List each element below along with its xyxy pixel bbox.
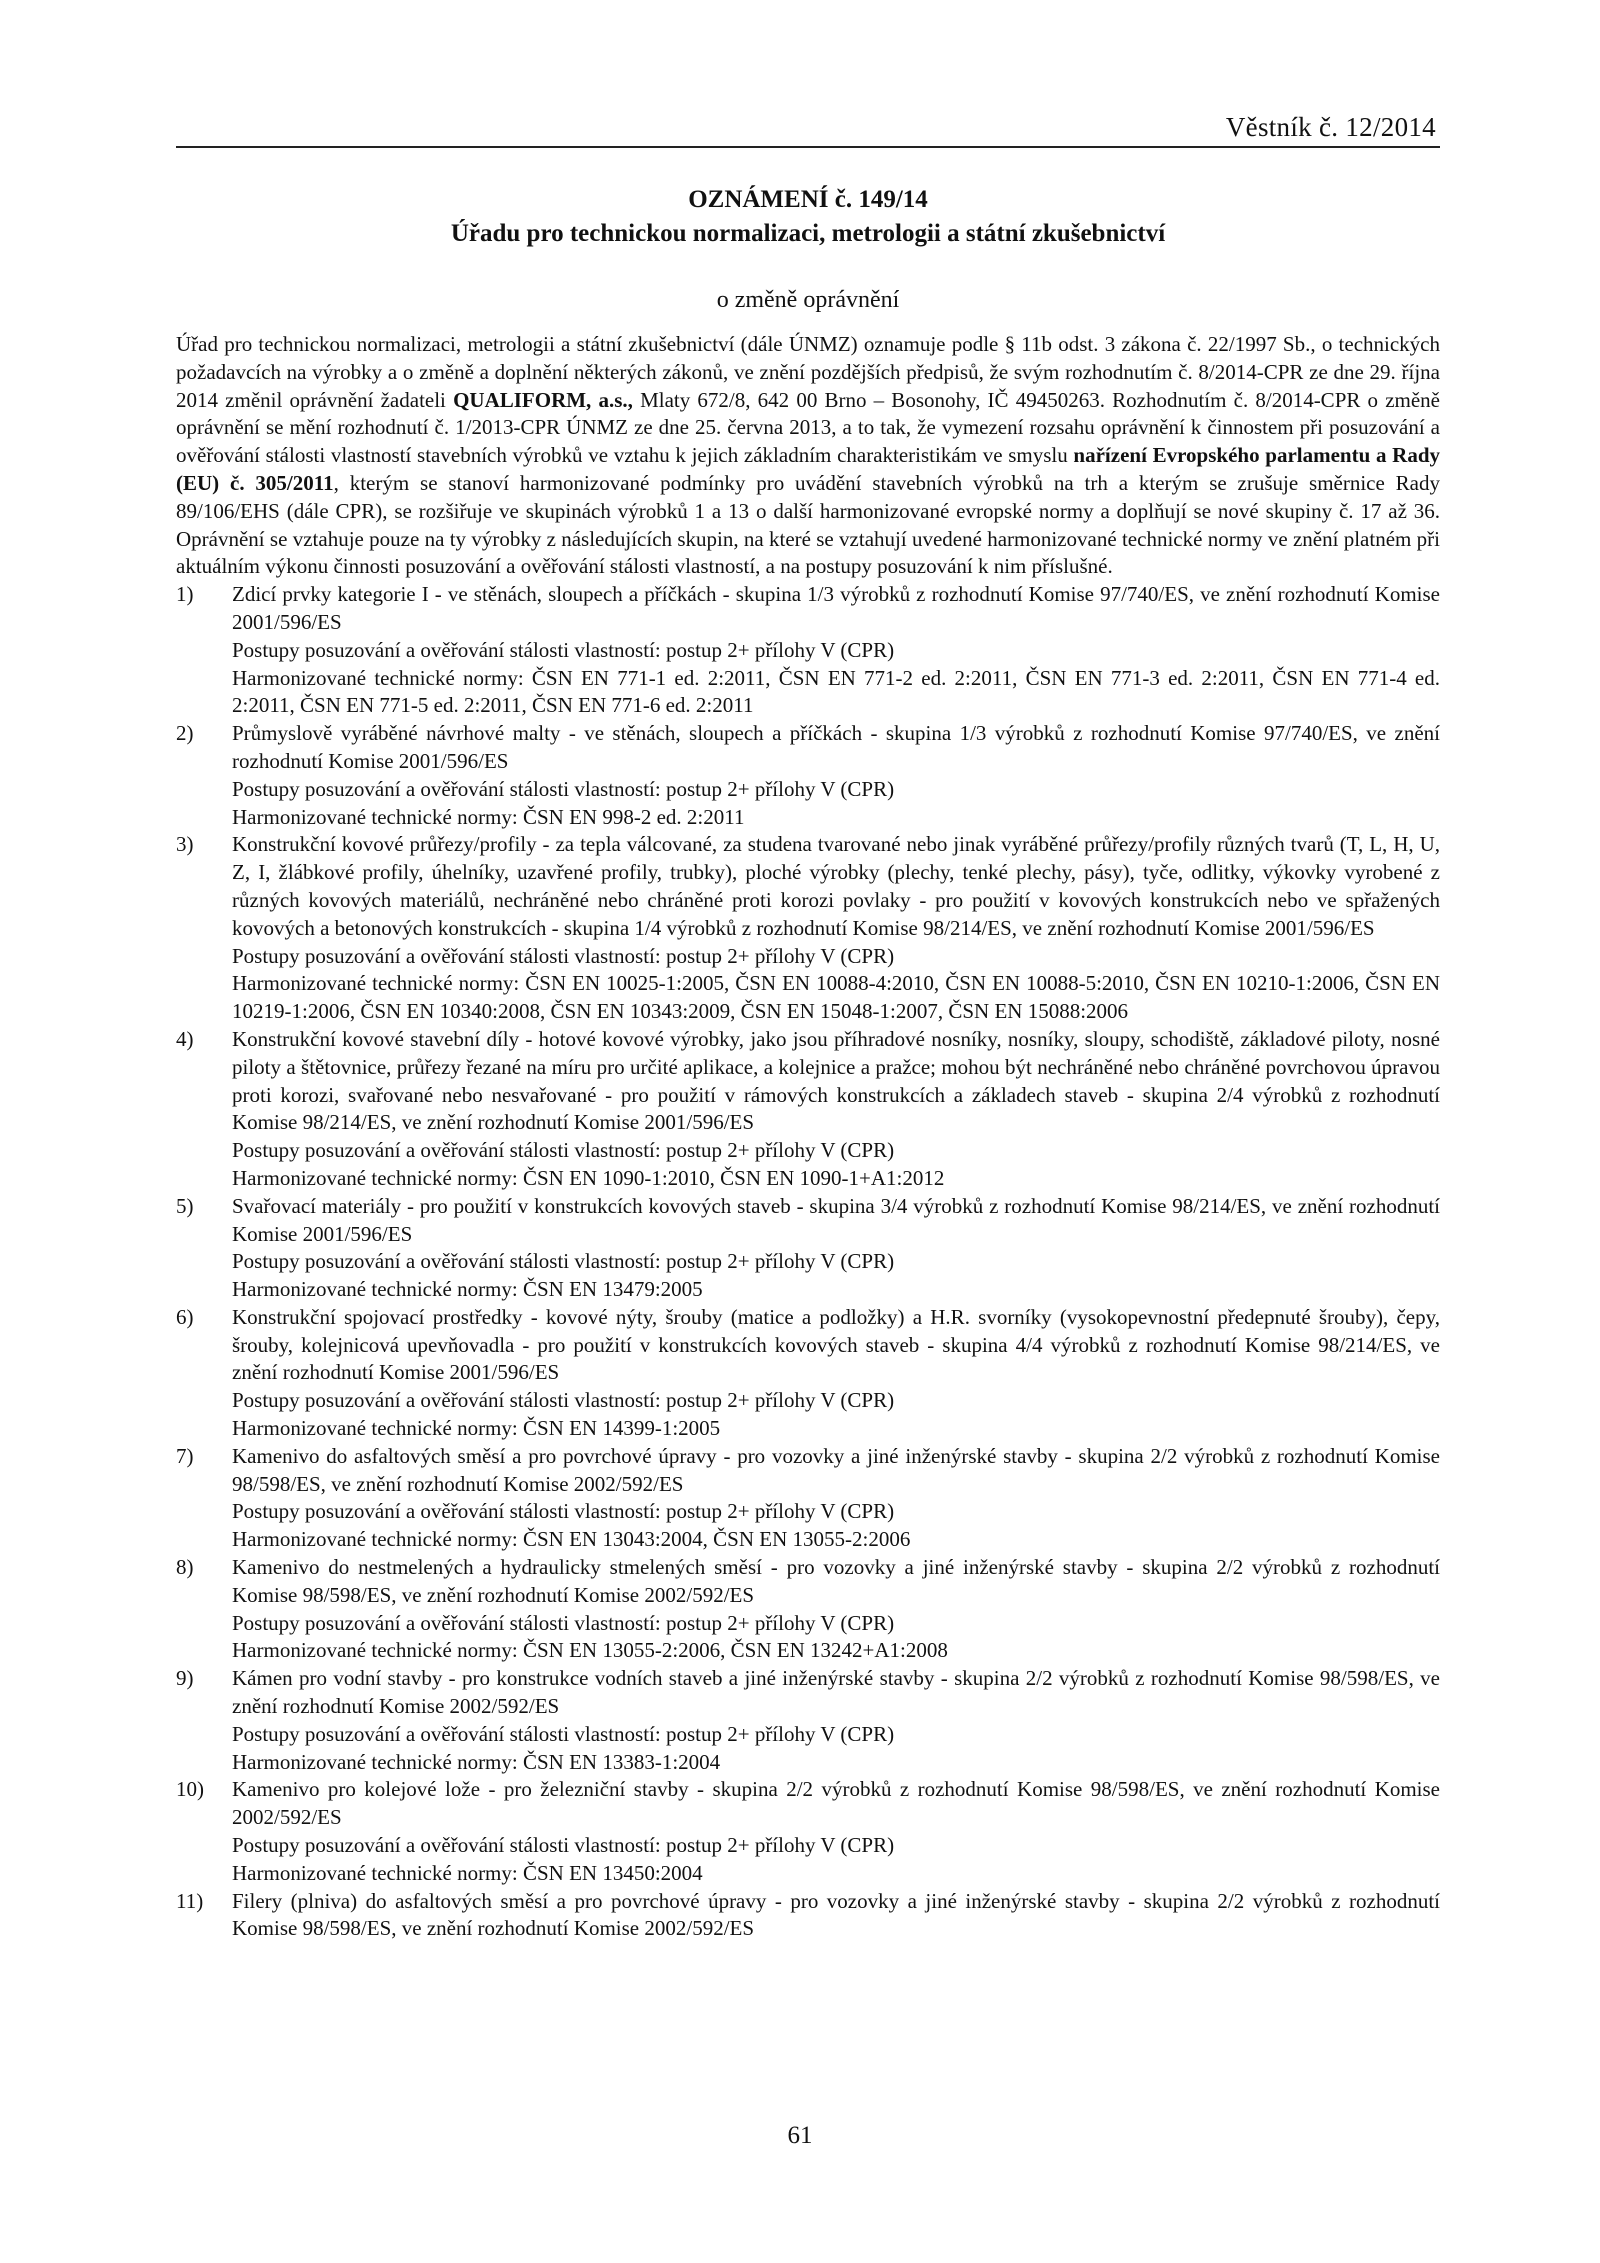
document-body (176, 331, 1440, 1943)
intro-text-3: , kterým se stanoví harmonizované podmínky pro uvádění stavebních výrobků na trh a kterým se zrušuje směrnice Rady 89/106/EHS (dále CPR), se rozšiřuje ve skupinách výrobků 1 a 13 o další harmonizované evropské normy a doplňují se nové skupiny č. 17 až 36. Oprávnění se vztahuje pouze na ty výrobky z následujících skupin, na které se vztahují uvedené harmonizované technické normy ve znění platném při aktuálním výkonu činnosti posuzování a ověřování stálosti vlastností, a na postupy posuzování k nim příslušné. (176, 470, 1441, 579)
item-description: Zdicí prvky kategorie I - ve stěnách, sloupech a příčkách - skupina 1/3 výrobků z rozhodnutí Komise 97/740/ES, ve znění rozhodnutí Komise 2001/596/ES (232, 582, 1440, 634)
item-description: Konstrukční kovové stavební díly - hotové kovové výrobky, jako jsou příhradové nosníky, nosníky, sloupy, schodiště, základové piloty, nosné piloty a štětovnice, průřezy řezané na míru pro určité aplikace, a kolejnice a pražce; mohou být nechráněné nebo chráněné povrchovou úpravou proti korozi, svařované nebo nesvařované - pro použití v rámových konstrukcích a základech staveb - skupina 2/4 výrobků z rozhodnutí Komise 98/214/ES, ve znění rozhodnutí Komise 2001/596/ES (232, 1026, 1440, 1135)
item-procedure: Postupy posuzování a ověřování stálosti vlastností: postup 2+ přílohy V (CPR) (232, 1499, 895, 1524)
item-norms: Harmonizované technické normy: ČSN EN 13055-2:2006, ČSN EN 13242+A1:2008 (232, 1638, 948, 1663)
list-item (176, 1193, 1440, 1304)
item-description: Kámen pro vodní stavby - pro konstrukce vodních staveb a jiné inženýrské stavby - skupina 2/2 výrobků z rozhodnutí Komise 98/598/ES, ve znění rozhodnutí Komise 2002/592/ES (232, 1666, 1440, 1719)
item-description: Konstrukční kovové průřezy/profily - za tepla válcované, za studena tvarované nebo jinak vyráběné průřezy/profily různých tvarů (T, L, H, U, Z, I, žlábkové profily, úhelníky, uzavřené profily, trubky), ploché výrobky (plechy, tenké plechy, pásy), tyče, odlitky, výkovky vyrobené z různých kovových materiálů, nechráněné nebo chráněné proti korozi povlaky - pro použití v kovových konstrukcích nebo ve spřažených kovových a betonových konstrukcích - skupina 1/4 výrobků z rozhodnutí Komise 98/214/ES, ve znění rozhodnutí Komise 2001/596/ES (232, 832, 1440, 940)
item-number: 11) (176, 1888, 204, 1913)
list-item (176, 1776, 1440, 1887)
item-number: 1) (176, 582, 194, 607)
intro-text-2: Mlaty 672/8, 642 00 Brno – Bosonohy, IČ 49450263. Rozhodnutím č. 8/2014-CPR o změně oprávnění se mění rozhodnutí č. 1/2013-CPR ÚNMZ ze dne 25. června 2013, a to tak, že vymezení rozsahu oprávnění k činnostem při posuzování a ověřování stálosti vlastností stavebních výrobků ve vztahu k jejich základním charakteristikám ve smyslu (176, 387, 1441, 468)
list-item (176, 1554, 1440, 1665)
item-procedure: Postupy posuzování a ověřování stálosti vlastností: postup 2+ přílohy V (CPR) (232, 1610, 895, 1635)
item-norms: Harmonizované technické normy: ČSN EN 14399-1:2005 (232, 1416, 721, 1441)
item-number: 10) (176, 1777, 204, 1802)
list-item (176, 581, 1440, 720)
item-number: 5) (176, 1193, 194, 1218)
company-name: QUALIFORM, a.s., (453, 387, 633, 412)
journal-issue: Věstník č. 12/2014 (1225, 112, 1436, 142)
page-number: 61 (787, 2122, 813, 2149)
item-procedure: Postupy posuzování a ověřování stálosti vlastností: postup 2+ přílohy V (CPR) (232, 1138, 895, 1163)
item-number: 8) (176, 1555, 194, 1580)
item-norms: Harmonizované technické normy: ČSN EN 13383-1:2004 (232, 1749, 721, 1774)
item-description: Průmyslově vyráběné návrhové malty - ve stěnách, sloupech a příčkách - skupina 1/3 výrobků z rozhodnutí Komise 97/740/ES, ve znění rozhodnutí Komise 2001/596/ES (232, 721, 1440, 773)
item-description: Kamenivo do nestmelených a hydraulicky stmelených směsí - pro vozovky a jiné inženýrské stavby - skupina 2/2 výrobků z rozhodnutí Komise 98/598/ES, ve znění rozhodnutí Komise 2002/592/ES (232, 1555, 1440, 1607)
item-number: 2) (176, 721, 194, 746)
issuer-name: Úřadu pro technickou normalizaci, metrologii a státní zkušebnictví (450, 220, 1166, 247)
list-item (176, 1443, 1440, 1554)
page-header (176, 112, 1440, 148)
item-description: Kamenivo do asfaltových směsí a pro povrchové úpravy - pro vozovky a jiné inženýrské stavby - skupina 2/2 výrobků z rozhodnutí Komise 98/598/ES, ve znění rozhodnutí Komise 2002/592/ES (232, 1443, 1440, 1496)
item-norms: Harmonizované technické normy: ČSN EN 771-1 ed. 2:2011, ČSN EN 771-2 ed. 2:2011, ČSN EN 771-3 ed. 2:2011, ČSN EN 771-4 ed. 2:2011, ČSN EN 771-5 ed. 2:2011, ČSN EN 771-6 ed. 2:2011 (232, 665, 1440, 718)
announcement-subject: o změně oprávnění (716, 287, 900, 313)
item-number: 3) (176, 832, 194, 857)
item-procedure: Postupy posuzování a ověřování stálosti vlastností: postup 2+ přílohy V (CPR) (232, 776, 895, 801)
list-item (176, 1665, 1440, 1776)
item-description: Filery (plniva) do asfaltových směsí a pro povrchové úpravy - pro vozovky a jiné inženýrské stavby - skupina 2/2 výrobků z rozhodnutí Komise 98/598/ES, ve znění rozhodnutí Komise 2002/592/ES (232, 1888, 1440, 1941)
item-description: Kamenivo pro kolejové lože - pro železniční stavby - skupina 2/2 výrobků z rozhodnutí Komise 98/598/ES, ve znění rozhodnutí Komise 2002/592/ES (232, 1777, 1440, 1830)
item-description: Svařovací materiály - pro použití v konstrukcích kovových staveb - skupina 3/4 výrobků z rozhodnutí Komise 98/214/ES, ve znění rozhodnutí Komise 2001/596/ES (232, 1193, 1440, 1246)
product-group-list (176, 581, 1440, 1943)
item-procedure: Postupy posuzování a ověřování stálosti vlastností: postup 2+ přílohy V (CPR) (232, 1833, 895, 1858)
item-procedure: Postupy posuzování a ověřování stálosti vlastností: postup 2+ přílohy V (CPR) (232, 1388, 895, 1413)
item-norms: Harmonizované technické normy: ČSN EN 1090-1:2010, ČSN EN 1090-1+A1:2012 (232, 1165, 945, 1190)
item-description: Konstrukční spojovací prostředky - kovové nýty, šrouby (matice a podložky) a H.R. svorníky (vysokopevnostní předepnuté šrouby), čepy, šrouby, kolejnicová upevňovadla - pro použití v konstrukcích kovových staveb - skupina 4/4 výrobků z rozhodnutí Komise 98/214/ES, ve znění rozhodnutí Komise 2001/596/ES (232, 1304, 1440, 1385)
announcement-heading: OZNÁMENÍ č. 149/14 (688, 186, 928, 213)
list-item (176, 831, 1440, 1026)
item-norms: Harmonizované technické normy: ČSN EN 13450:2004 (232, 1860, 703, 1885)
intro-text-1: Úřad pro technickou normalizaci, metrologii a státní zkušebnictví (dále ÚNMZ) oznamuje podle § 11b odst. 3 zákona č. 22/1997 Sb., o technických požadavcích na výrobky a o změně a doplnění některých zákonů, ve znění pozdějších předpisů, že svým rozhodnutím č. 8/2014-CPR ze dne 29. října 2014 změnil oprávnění žadateli (176, 332, 1440, 412)
list-item (176, 1888, 1440, 1944)
regulation-name: nařízení Evropského parlamentu a Rady (EU) č. 305/2011 (176, 443, 1440, 495)
title-block (176, 183, 1440, 317)
item-number: 7) (176, 1443, 194, 1468)
item-number: 6) (176, 1304, 194, 1329)
item-procedure: Postupy posuzování a ověřování stálosti vlastností: postup 2+ přílohy V (CPR) (232, 1721, 895, 1746)
item-norms: Harmonizované technické normy: ČSN EN 13043:2004, ČSN EN 13055-2:2006 (232, 1527, 911, 1552)
list-item (176, 720, 1440, 831)
item-procedure: Postupy posuzování a ověřování stálosti vlastností: postup 2+ přílohy V (CPR) (232, 637, 895, 662)
list-item (176, 1026, 1440, 1193)
item-procedure: Postupy posuzování a ověřování stálosti vlastností: postup 2+ přílohy V (CPR) (232, 1249, 895, 1274)
item-number: 4) (176, 1026, 194, 1051)
item-norms: Harmonizované technické normy: ČSN EN 13479:2005 (232, 1277, 703, 1302)
item-norms: Harmonizované technické normy: ČSN EN 998-2 ed. 2:2011 (232, 804, 745, 829)
item-procedure: Postupy posuzování a ověřování stálosti vlastností: postup 2+ přílohy V (CPR) (232, 943, 895, 968)
list-item (176, 1304, 1440, 1443)
item-number: 9) (176, 1666, 194, 1691)
intro-paragraph (176, 331, 1440, 581)
item-norms: Harmonizované technické normy: ČSN EN 10025-1:2005, ČSN EN 10088-4:2010, ČSN EN 10088-5:2010, ČSN EN 10210-1:2006, ČSN EN 10219-1:2006, ČSN EN 10340:2008, ČSN EN 10343:2009, ČSN EN 15048-1:2007, ČSN EN 15088:2006 (232, 971, 1440, 1024)
